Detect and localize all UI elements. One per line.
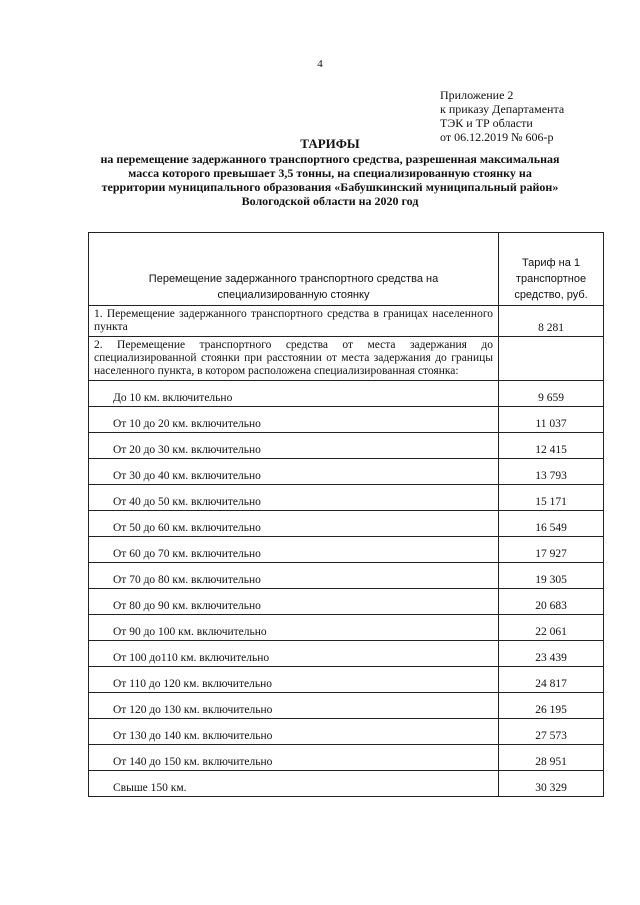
table-row [89,641,604,667]
table-row [89,537,604,563]
tariff-value: 23 439 [499,641,604,667]
tariff-value: 22 061 [499,615,604,641]
tariff-value: 11 037 [499,407,604,433]
tariff-value: 17 927 [499,537,604,563]
appendix-line: ТЭК и ТР области [440,116,533,130]
appendix-line: от 06.12.2019 № 606-р [440,130,554,144]
distance-range-label: От 30 до 40 км. включительно [89,459,499,485]
table-row [89,693,604,719]
section-row [89,337,604,381]
page-number: 4 [317,58,323,70]
distance-range-label: От 140 до 150 км. включительно [89,745,499,771]
tariff-value: 26 195 [499,693,604,719]
heading-line: Вологодской области на 2020 год [241,194,419,208]
tariff-table [88,232,604,797]
appendix-line: к приказу Департамента [440,102,565,116]
distance-range-label: До 10 км. включительно [89,381,499,407]
appendix-block [440,88,564,144]
section-value: 8 281 [499,306,604,337]
distance-range-label: От 80 до 90 км. включительно [89,589,499,615]
heading-line: территории муниципального образования «Бабушкинский муниципальный район» [101,180,559,194]
header-cell-tariff: Тариф на 1 транспортное средство, руб. [499,233,604,306]
table-row [89,589,604,615]
tariff-value: 13 793 [499,459,604,485]
distance-range-label: От 90 до 100 км. включительно [89,615,499,641]
section-row [89,306,604,337]
tariff-value: 16 549 [499,511,604,537]
table-row [89,511,604,537]
distance-range-label: От 20 до 30 км. включительно [89,433,499,459]
distance-range-label: Свыше 150 км. [89,771,499,797]
tariff-value: 27 573 [499,719,604,745]
tariff-value: 9 659 [499,381,604,407]
appendix-line: Приложение 2 [440,88,514,102]
distance-range-label: От 110 до 120 км. включительно [89,667,499,693]
distance-range-label: От 50 до 60 км. включительно [89,511,499,537]
document-title: ТАРИФЫ [300,136,360,151]
table-row [89,719,604,745]
table-row [89,407,604,433]
table-row [89,667,604,693]
tariff-value: 20 683 [499,589,604,615]
table-row [89,381,604,407]
distance-range-label: От 10 до 20 км. включительно [89,407,499,433]
table-row [89,615,604,641]
section-value [499,337,604,381]
table-row [89,563,604,589]
tariff-value: 24 817 [499,667,604,693]
tariff-value: 19 305 [499,563,604,589]
distance-range-label: От 100 до110 км. включительно [89,641,499,667]
section-label: 1. Перемещение задержанного транспортного средства в границах населенного пункта [89,306,499,337]
table-row [89,459,604,485]
table-header-row [89,233,604,306]
tariff-value: 15 171 [499,485,604,511]
heading-line: на перемещение задержанного транспортного средства, разрешенная максимальная [100,152,560,166]
table-row [89,745,604,771]
tariff-value: 12 415 [499,433,604,459]
table-row [89,433,604,459]
tariff-value: 28 951 [499,745,604,771]
header-cell-description: Перемещение задержанного транспортного средства на специализированную стоянку [89,233,499,306]
distance-range-label: От 60 до 70 км. включительно [89,537,499,563]
tariff-value: 30 329 [499,771,604,797]
distance-range-label: От 130 до 140 км. включительно [89,719,499,745]
distance-range-label: От 70 до 80 км. включительно [89,563,499,589]
distance-range-label: От 40 до 50 км. включительно [89,485,499,511]
table-row [89,771,604,797]
distance-range-label: От 120 до 130 км. включительно [89,693,499,719]
section-label: 2. Перемещение транспортного средства от места задержания до специализированной стоянки при расстоянии от места задержания до границы населенного пункта, в котором расположена специализированная стоянка: [89,337,499,381]
heading-line: масса которого превышает 3,5 тонны, на специализированную стоянку на [128,166,532,180]
table-row [89,485,604,511]
document-heading [70,137,590,208]
